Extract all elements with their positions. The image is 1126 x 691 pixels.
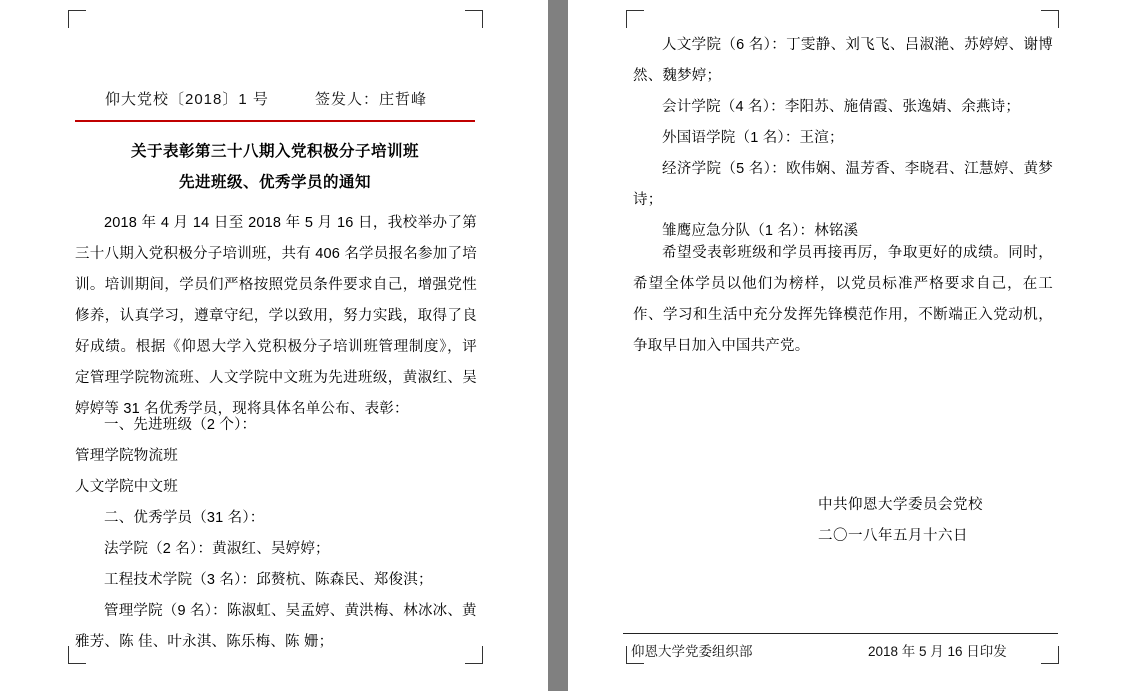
crop-mark-top-left — [68, 10, 86, 28]
section-2-heading: 二、优秀学员（31 名）： — [104, 510, 265, 526]
section-1-item-1: 管理学院物流班 — [75, 448, 178, 464]
list-item: 雏鹰应急分队（1 名）：林铭溪 — [662, 223, 859, 239]
signature-organization: 中共仰恩大学委员会党校 — [818, 497, 983, 513]
body-paragraph-block — [75, 208, 477, 425]
section-2-item-1: 法学院（2 名）：黄淑红、吴婷婷； — [104, 541, 330, 557]
page-gutter — [548, 0, 568, 691]
page-title — [75, 136, 475, 198]
document-page-left[interactable] — [0, 0, 548, 691]
section-1-item-2: 人文学院中文班 — [75, 479, 178, 495]
crop-mark-top-right — [1041, 10, 1059, 28]
page-title-line-1: 关于表彰第三十八期入党积极分子培训班 — [130, 143, 419, 160]
footer-rule — [623, 633, 1058, 634]
list-item: 经济学院（5 名）：欧伟娴、温芳香、李晓君、江慧婷、黄梦诗； — [633, 161, 1053, 208]
crop-mark-top-left — [626, 10, 644, 28]
footer-print-date: 2018 年 5 月 16 日印发 — [868, 644, 1007, 659]
document-page-right[interactable] — [568, 0, 1126, 691]
closing-paragraph-block — [633, 238, 1053, 362]
list-item: 会计学院（4 名）：李阳苏、施倩霞、张逸婧、余燕诗； — [662, 99, 1021, 115]
header-red-rule — [75, 120, 475, 122]
award-list-block — [75, 410, 480, 658]
section-1-heading: 一、先进班级（2 个）： — [104, 417, 257, 433]
crop-mark-bottom-right — [1041, 646, 1059, 664]
document-number: 仰大党校〔2018〕1 号 — [105, 91, 269, 108]
page-title-line-2: 先进班级、优秀学员的通知 — [178, 174, 371, 191]
list-item: 人文学院（6 名）：丁雯静、刘飞飞、吕淑滟、苏婷婷、谢博然、魏梦婷； — [633, 37, 1053, 84]
footer-issuer: 仰恩大学党委组织部 — [631, 644, 753, 659]
section-2-item-2: 工程技术学院（3 名）：邱赘杭、陈森民、郑俊淇； — [104, 572, 433, 588]
closing-paragraph: 希望受表彰班级和学员再接再厉，争取更好的成绩。同时，希望全体学员以他们为榜样，以党员标准严格要求自己，在工作、学习和生活中充分发挥先锋模范作用，不断端正入党动机，争取早日加入中国共产党。 — [633, 245, 1053, 354]
award-list-continued — [633, 30, 1053, 247]
list-item: 外国语学院（1 名）：王渲； — [662, 130, 844, 146]
document-signer: 签发人：庄哲峰 — [315, 91, 428, 108]
signature-block — [818, 490, 1058, 552]
signature-date: 二〇一八年五月十六日 — [818, 528, 968, 544]
section-2-item-3: 管理学院（9 名）：陈淑虹、吴孟婷、黄洪梅、林冰冰、黄雅芳、陈 佳、叶永淇、陈乐梅、陈 姗； — [75, 603, 477, 650]
crop-mark-top-right — [465, 10, 483, 28]
body-paragraph: 2018 年 4 月 14 日至 2018 年 5 月 16 日，我校举办了第三十八期入党积极分子培训班，共有 406 名学员报名参加了培训。培训期间，学员们严格按照党员条件要求自己，增强党性修养，认真学习，遵章守纪，学以致用，努力实践，取得了良好成绩。根据《仰恩大学入党积极分子培训班管理制度》，评定管理学院物流班、人文学院中文班为先进班级，黄淑红、吴婷婷等 31 名优秀学员，现将具体名单公布、表彰： — [75, 215, 477, 417]
